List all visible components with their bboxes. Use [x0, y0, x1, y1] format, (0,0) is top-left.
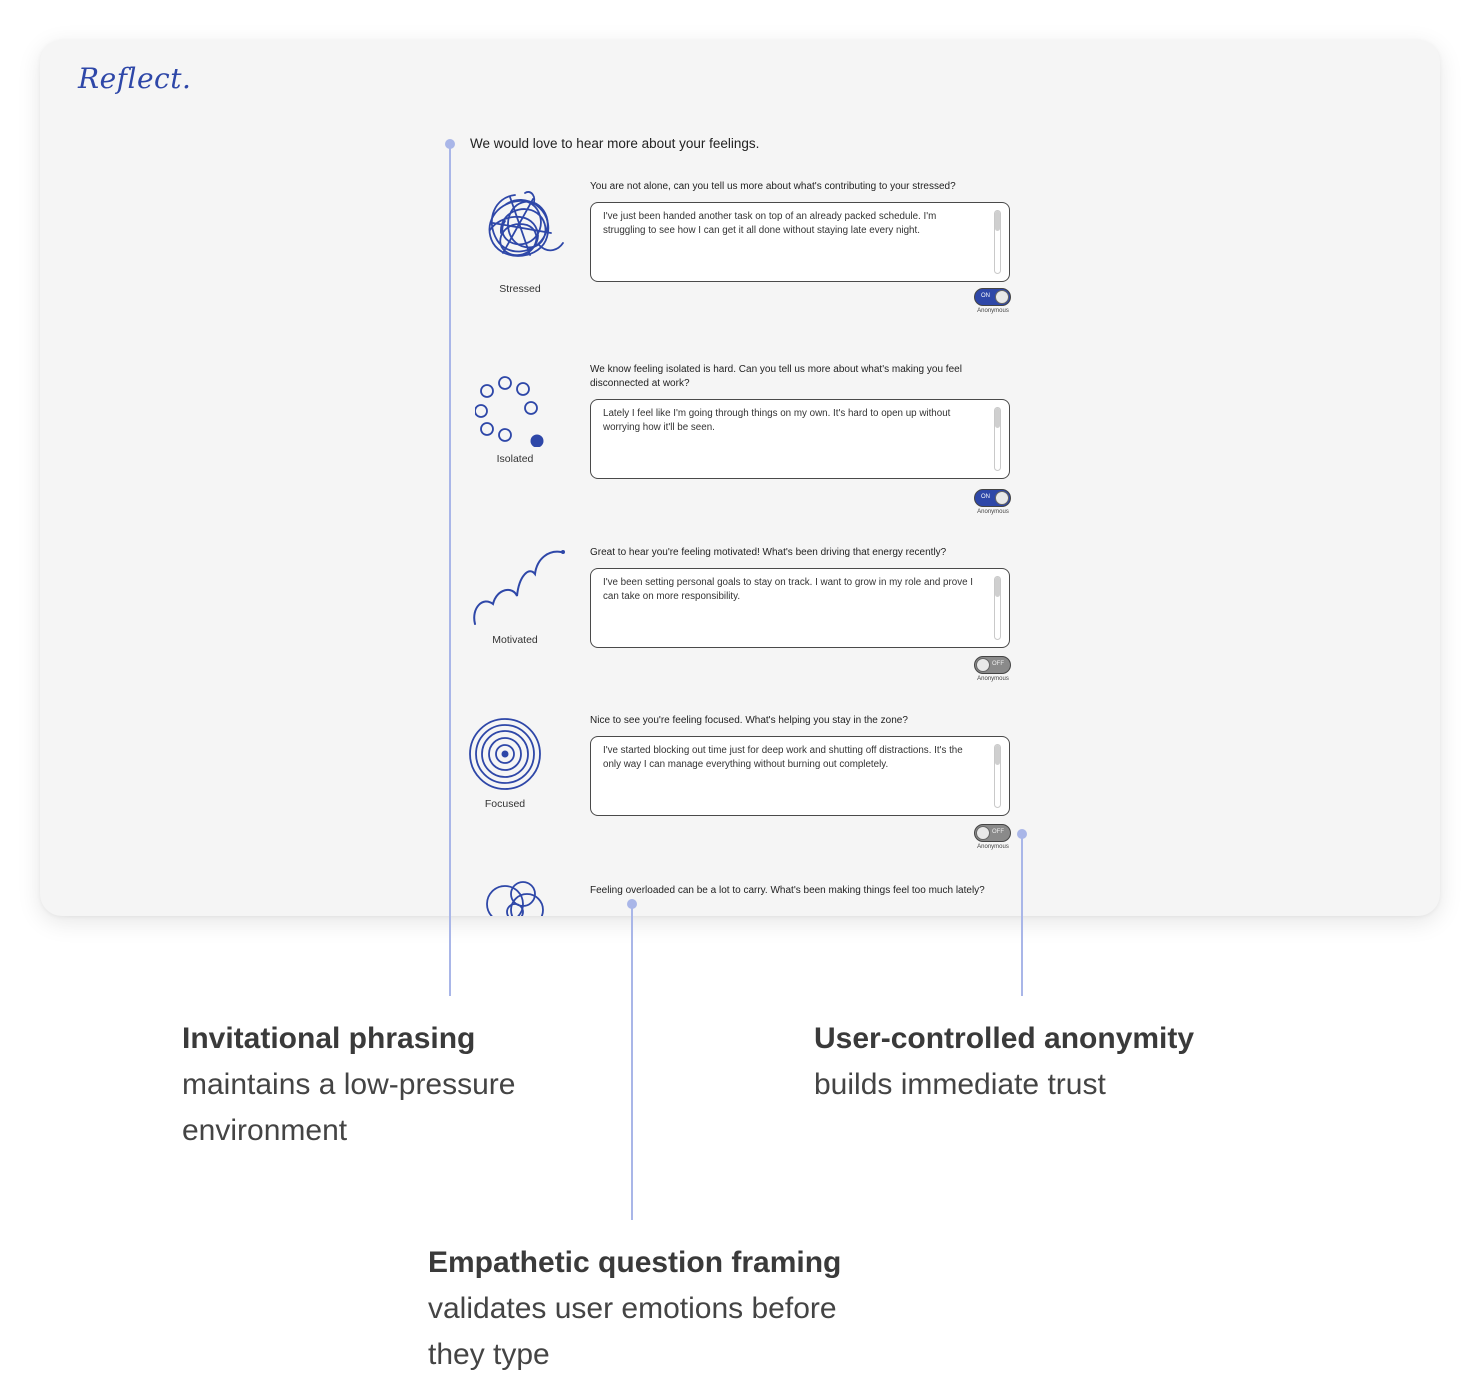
- emotion-label: Focused: [484, 798, 526, 810]
- anonymous-toggle-group: [974, 656, 1012, 682]
- annotation-bold: Empathetic question framing: [428, 1246, 842, 1279]
- emotion-label: Stressed: [499, 283, 541, 295]
- toggle-caption: Anonymous: [977, 509, 1009, 515]
- anonymous-toggle[interactable]: [974, 288, 1011, 306]
- annotation-bold: Invitational phrasing: [182, 1022, 476, 1055]
- question-text: We know feeling isolated is hard. Can you tell us more about what's making you feel disconnected at work?: [590, 364, 962, 389]
- toggle-caption: Anonymous: [977, 308, 1009, 314]
- annotation-anonymity: [814, 1016, 1294, 1108]
- overlapping-circles-icon: [475, 880, 555, 916]
- toggle-state: ON: [981, 494, 990, 500]
- overloaded-emotion: [460, 880, 570, 916]
- focused-emotion: [460, 716, 550, 810]
- dot-circle-icon: [475, 371, 555, 447]
- annotation-invitational: [182, 1016, 602, 1154]
- stressed-emotion: [460, 185, 580, 295]
- annotation-line-anonymity: [1021, 834, 1023, 996]
- scribble-icon: [475, 185, 565, 277]
- answer-textarea[interactable]: [590, 202, 1010, 282]
- textarea-scrollbar[interactable]: [994, 576, 1001, 640]
- anonymous-toggle-group: [974, 824, 1012, 850]
- answer-text: I've just been handed another task on top of an already packed schedule. I'm struggling to see how I can get it all done without staying late every night.: [603, 211, 937, 236]
- answer-textarea[interactable]: [590, 568, 1010, 648]
- annotation-body: maintains a low-pressure environment: [182, 1068, 516, 1147]
- annotation-body: validates user emotions before they type: [428, 1292, 837, 1371]
- answer-textarea[interactable]: [590, 736, 1010, 816]
- emotion-label: Isolated: [496, 453, 534, 465]
- intro-heading: We would love to hear more about your feelings.: [470, 136, 760, 151]
- anonymous-toggle[interactable]: [974, 656, 1011, 674]
- toggle-state: OFF: [992, 661, 1004, 667]
- question-text: Feeling overloaded can be a lot to carry. What's been making things feel too much lately?: [590, 885, 985, 896]
- app-logo: Reflect.: [78, 62, 192, 95]
- answer-textarea[interactable]: [590, 399, 1010, 479]
- anonymous-toggle[interactable]: [974, 489, 1011, 507]
- question-text: Great to hear you're feeling motivated! What's been driving that energy recently?: [590, 547, 947, 558]
- app-window: [40, 40, 1440, 916]
- annotation-bold: User-controlled anonymity: [814, 1022, 1195, 1055]
- annotation-empathetic: [428, 1240, 848, 1378]
- toggle-caption: Anonymous: [977, 844, 1009, 850]
- question-text: You are not alone, can you tell us more about what's contributing to your stressed?: [590, 181, 956, 192]
- answer-text: Lately I feel like I'm going through things on my own. It's hard to open up without worrying how it'll be seen.: [603, 408, 951, 433]
- anonymous-toggle[interactable]: [974, 824, 1011, 842]
- toggle-state: OFF: [992, 829, 1004, 835]
- isolated-emotion: [460, 371, 570, 465]
- answer-text: I've started blocking out time just for deep work and shutting off distractions. It's the only way I can manage everything without burning out completely.: [603, 745, 963, 770]
- target-icon: [467, 716, 543, 792]
- annotation-body: builds immediate trust: [814, 1068, 1106, 1101]
- toggle-caption: Anonymous: [977, 676, 1009, 682]
- emotion-label: Motivated: [492, 634, 538, 646]
- annotation-line-intro: [449, 144, 451, 996]
- annotation-line-question: [631, 904, 633, 1220]
- toggle-state: ON: [981, 293, 990, 299]
- rising-curve-icon: [465, 546, 565, 628]
- anonymous-toggle-group: [974, 288, 1012, 314]
- textarea-scrollbar[interactable]: [994, 744, 1001, 808]
- question-text: Nice to see you're feeling focused. What's helping you stay in the zone?: [590, 715, 908, 726]
- answer-text: I've been setting personal goals to stay on track. I want to grow in my role and prove I can take on more responsibility.: [603, 577, 973, 602]
- textarea-scrollbar[interactable]: [994, 407, 1001, 471]
- motivated-emotion: [460, 546, 570, 646]
- textarea-scrollbar[interactable]: [994, 210, 1001, 274]
- anonymous-toggle-group: [974, 489, 1012, 515]
